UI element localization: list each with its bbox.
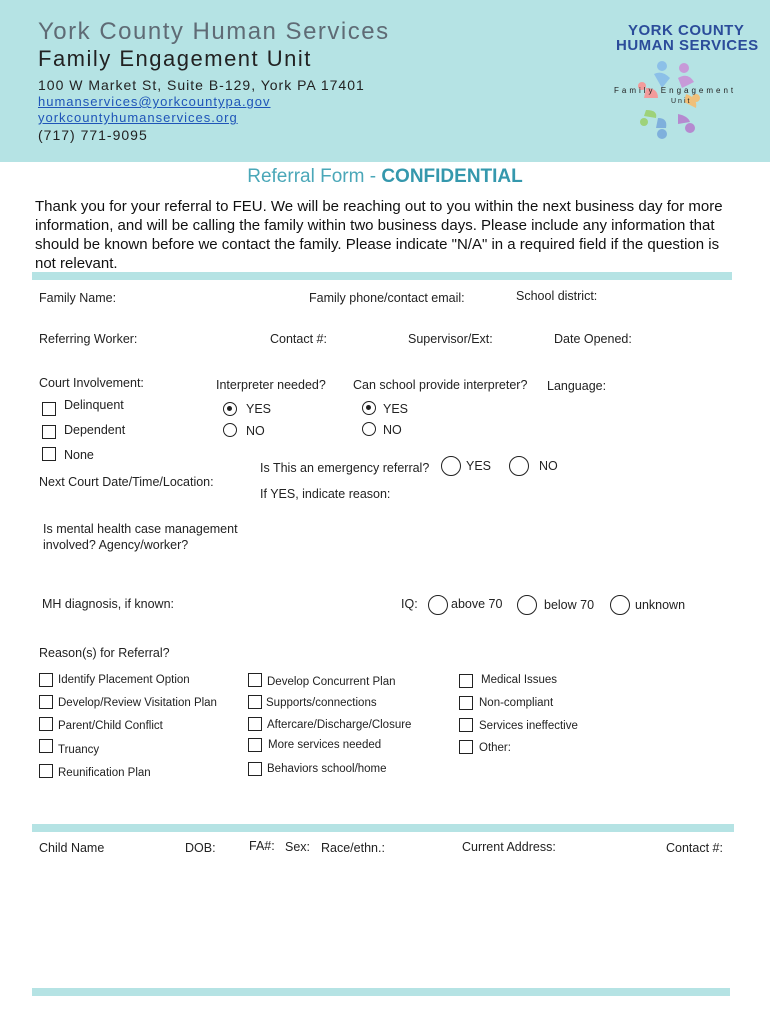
family-phone-label: Family phone/contact email: — [309, 291, 465, 305]
reason-label: Truancy — [58, 744, 100, 756]
logo-text-line2: HUMAN SERVICES — [616, 37, 759, 54]
reason-label: Services ineffective — [479, 720, 578, 732]
iq-label: IQ: — [401, 597, 418, 611]
divider-bottom — [32, 988, 730, 996]
iq-below-70-label: below 70 — [544, 598, 595, 612]
emergency-yes-label: YES — [466, 459, 492, 473]
school-district-label: School district: — [516, 289, 598, 303]
reason-checkbox[interactable] — [39, 764, 53, 778]
mh-case-label-line2: involved? Agency/worker? — [43, 538, 189, 552]
interpreter-needed-label: Interpreter needed? — [216, 378, 326, 392]
delinquent-checkbox[interactable] — [42, 402, 56, 416]
child-name-header: Child Name — [39, 841, 105, 855]
form-title — [0, 166, 770, 188]
family-name-label: Family Name: — [39, 291, 117, 305]
interpreter-no-label: NO — [246, 424, 265, 438]
reason-label: Non-compliant — [479, 697, 554, 709]
reason-checkbox[interactable] — [248, 738, 262, 752]
org-name: York County Human Services — [38, 18, 390, 45]
if-yes-label: If YES, indicate reason: — [260, 487, 391, 501]
email-link[interactable]: humanservices@yorkcountypa.gov — [38, 94, 271, 109]
intro-paragraph: Thank you for your referral to FEU. We will be reaching out to you within the next business day for more information, and will be calling the family within two business days. Please include any information that should be known before we contact the family. Please indicate "N/A" in a required field if the question is not relevant. — [35, 198, 723, 272]
iq-above-70-radio[interactable] — [428, 595, 448, 615]
iq-unknown-radio[interactable] — [610, 595, 630, 615]
delinquent-label: Delinquent — [64, 398, 124, 412]
school-interpreter-yes-label: YES — [383, 402, 409, 416]
contact-label: Contact #: — [270, 332, 327, 346]
divider-child-table — [32, 824, 734, 832]
school-interpreter-no-radio[interactable] — [362, 422, 376, 436]
reason-label: Other: — [479, 742, 511, 754]
none-label: None — [64, 448, 94, 462]
referring-worker-label: Referring Worker: — [39, 332, 138, 346]
contact-header: Contact #: — [666, 841, 723, 855]
reasons-label: Reason(s) for Referral? — [39, 646, 170, 660]
unit-name: Family Engagement Unit — [38, 46, 312, 71]
reason-checkbox[interactable] — [459, 696, 473, 710]
interpreter-no-radio[interactable] — [223, 423, 237, 437]
reason-checkbox[interactable] — [459, 740, 473, 754]
sex-header: Sex: — [285, 840, 311, 854]
emergency-yes-radio[interactable] — [441, 456, 461, 476]
next-court-label: Next Court Date/Time/Location: — [39, 475, 214, 489]
iq-unknown-label: unknown — [635, 598, 686, 612]
reason-checkbox[interactable] — [248, 717, 262, 731]
date-opened-label: Date Opened: — [554, 332, 632, 346]
interpreter-yes-radio[interactable] — [223, 402, 237, 416]
reason-label: Medical Issues — [481, 674, 558, 686]
reason-label: Behaviors school/home — [267, 763, 387, 775]
mh-case-label-line1: Is mental health case management — [43, 522, 238, 536]
dependent-checkbox[interactable] — [42, 425, 56, 439]
supervisor-label: Supervisor/Ext: — [408, 332, 493, 346]
reason-checkbox[interactable] — [248, 695, 262, 709]
reason-checkbox[interactable] — [459, 674, 473, 688]
school-interpreter-yes-radio[interactable] — [362, 401, 376, 415]
emergency-no-label: NO — [539, 459, 558, 473]
logo-text-line1: YORK COUNTY — [628, 22, 745, 39]
reason-label: Develop Concurrent Plan — [267, 676, 396, 688]
website-link[interactable]: yorkcountyhumanservices.org — [38, 110, 238, 125]
reason-checkbox[interactable] — [39, 673, 53, 687]
reason-checkbox[interactable] — [248, 673, 262, 687]
reason-checkbox[interactable] — [39, 717, 53, 731]
phone-number: (717) 771-9095 — [38, 127, 148, 143]
reason-label: Reunification Plan — [58, 767, 151, 779]
fa-header: FA#: — [249, 839, 275, 853]
race-header: Race/ethn.: — [321, 841, 385, 855]
reason-label: Supports/connections — [266, 697, 377, 709]
reason-label: Parent/Child Conflict — [58, 720, 163, 732]
divider-top — [32, 272, 732, 280]
confidential-label: CONFIDENTIAL — [381, 166, 523, 187]
address-header: Current Address: — [462, 840, 556, 854]
iq-above-70-label: above 70 — [451, 597, 503, 611]
mh-diagnosis-label: MH diagnosis, if known: — [42, 597, 175, 611]
reason-label: Identify Placement Option — [58, 674, 190, 686]
reason-checkbox[interactable] — [459, 718, 473, 732]
logo-subtitle: Family Engagement — [614, 86, 737, 95]
school-interpreter-no-label: NO — [383, 423, 402, 437]
logo-subtitle-unit: Unit — [671, 98, 692, 105]
dob-header: DOB: — [185, 841, 216, 855]
reason-checkbox[interactable] — [39, 695, 53, 709]
interpreter-yes-label: YES — [246, 402, 272, 416]
reason-label: Develop/Review Visitation Plan — [58, 697, 217, 709]
court-involvement-label: Court Involvement: — [39, 376, 144, 390]
iq-below-70-radio[interactable] — [517, 595, 537, 615]
emergency-label: Is This an emergency referral? — [260, 461, 430, 475]
reason-checkbox[interactable] — [39, 739, 53, 753]
dependent-label: Dependent — [64, 423, 126, 437]
language-label: Language: — [547, 379, 607, 393]
form-title-text: Referral Form - — [247, 166, 382, 187]
none-checkbox[interactable] — [42, 447, 56, 461]
reason-label: More services needed — [268, 739, 382, 751]
reason-checkbox[interactable] — [248, 762, 262, 776]
emergency-no-radio[interactable] — [509, 456, 529, 476]
address: 100 W Market St, Suite B-129, York PA 17401 — [38, 77, 365, 93]
school-interpreter-label: Can school provide interpreter? — [353, 378, 528, 392]
reason-label: Aftercare/Discharge/Closure — [267, 719, 412, 731]
